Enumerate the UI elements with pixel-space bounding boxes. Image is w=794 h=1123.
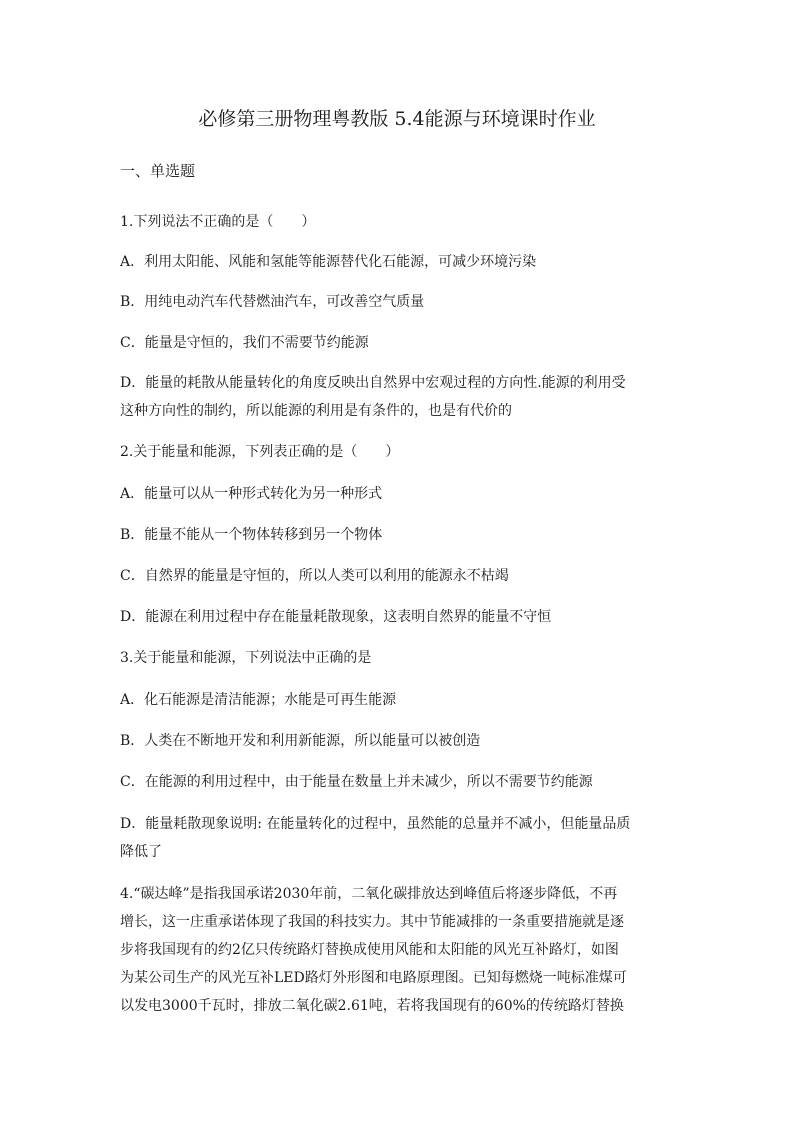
- question-1-option-d-line-2: 这种方向性的制约，所以能源的利用是有条件的，也是有代价的: [120, 403, 512, 419]
- question-3-option-d-line-2: 降低了: [120, 844, 162, 860]
- question-2-option-d: D．能源在利用过程中存在能量耗散现象，这表明自然界的能量不守恒: [120, 609, 552, 625]
- question-4-line-1: 4.“碳达峰”是指我国承诺2030年前，二氧化碳排放达到峰值后将逐步降低，不再: [120, 886, 618, 902]
- question-4-line-2: 增长，这一庄重承诺体现了我国的科技实力。其中节能减排的一条重要措施就是逐: [120, 914, 624, 930]
- question-3-option-a: A．化石能源是清洁能源；水能是可再生能源: [120, 692, 397, 708]
- question-3-option-b: B．人类在不断地开发和利用新能源，所以能量可以被创造: [120, 733, 481, 749]
- question-3-stem: 3.关于能量和能源，下列说法中正确的是: [120, 650, 372, 666]
- question-4-line-5: 以发电3000千瓦时，排放二氧化碳2.61吨，若将我国现有的60%的传统路灯替换: [120, 998, 624, 1014]
- question-3-option-d-line-1: D．能量耗散现象说明: 在能量转化的过程中，虽然能的总量并不减小，但能量品质: [120, 816, 631, 832]
- question-4-line-4: 为某公司生产的风光互补LED路灯外形图和电路原理图。已知每燃烧一吨标准煤可: [120, 970, 627, 986]
- question-1-option-b: B．用纯电动汽车代替燃油汽车，可改善空气质量: [120, 294, 425, 310]
- question-3-option-c: C．在能源的利用过程中，由于能量在数量上并未减少，所以不需要节约能源: [120, 774, 593, 790]
- document-title: 必修第三册物理粤教版 5.4能源与环境课时作业: [198, 108, 596, 130]
- question-2-option-c: C．自然界的能量是守恒的，所以人类可以利用的能源永不枯竭: [120, 568, 509, 584]
- question-1-option-a: A．利用太阳能、风能和氢能等能源替代化石能源，可减少环境污染: [120, 254, 537, 270]
- question-1-option-c: C．能量是守恒的，我们不需要节约能源: [120, 335, 369, 351]
- question-2-option-a: A．能量可以从一种形式转化为另一种形式: [120, 486, 383, 502]
- section-heading: 一、单选题: [120, 162, 196, 180]
- question-2-option-b: B．能量不能从一个物体转移到另一个物体: [120, 527, 383, 543]
- question-4-line-3: 步将我国现有的约2亿只传统路灯替换成使用风能和太阳能的风光互补路灯，如图: [120, 942, 619, 958]
- question-2-stem: 2.关于能量和能源，下列表正确的是（ ）: [120, 444, 400, 460]
- question-1-option-d-line-1: D．能量的耗散从能量转化的角度反映出自然界中宏观过程的方向性.能源的利用受: [120, 375, 626, 391]
- question-1-stem: 1.下列说法不正确的是（ ）: [120, 214, 316, 230]
